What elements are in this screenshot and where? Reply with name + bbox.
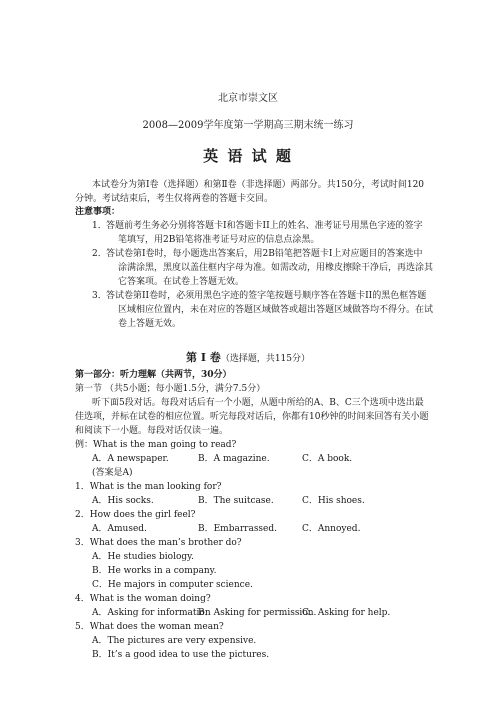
q1-option-a: A．His socks.: [92, 496, 154, 506]
note-line: 涂满涂黑，黑度以盖住框内字母为准。如需改动，用橡皮擦除干净后，再选涂其: [118, 263, 434, 273]
question-5: 5．What does the woman mean?: [75, 622, 224, 632]
note-line: 卷上答题无效。: [118, 319, 182, 329]
note-line: 它答案项。在试卷上答题无效。: [118, 277, 245, 287]
note-number: 1．: [92, 221, 107, 231]
example-option-c: C．A book.: [302, 454, 353, 464]
q2-option-a: A．Amused.: [92, 524, 147, 534]
q3-option-c: C．He majors in computer science.: [92, 580, 253, 590]
exam-term: 2008—2009学年度第一学期高三期末统一练习: [142, 120, 354, 131]
q5-option-a: A．The pictures are very expensive.: [92, 636, 257, 646]
question-4: 4．What is the woman doing?: [75, 594, 211, 604]
directions-line-2: 佳选项，并标在试卷的相应位置。听完每段对话后，你都有10秒钟的时间来回答有关小题: [75, 412, 429, 422]
q3-option-b: B．He works in a company.: [92, 566, 217, 576]
note-line: 区域相应位置内，未在对应的答题区域做答或超出答题区域做答均不得分。在试: [118, 305, 434, 315]
notes-heading: 注意事项：: [75, 207, 121, 217]
example-question: 例：What is the man going to read?: [75, 440, 237, 450]
q4-option-a: A．Asking for information: [92, 608, 211, 618]
section-subtitle: （选择题，共115分）: [220, 354, 310, 364]
part-one-heading: 第一部分：听力理解（共两节，30分）: [75, 370, 232, 380]
example-option-b: B．A magazine.: [198, 454, 270, 464]
intro-line-2: 分钟。考试结束后，考生仅将两卷的答题卡交回。: [75, 194, 274, 204]
note-line: 笔填写，用2B铅笔将准考证号对应的信息点涂黑。: [118, 235, 320, 245]
q4-option-b: B．Asking for permission.: [198, 608, 317, 618]
section-heading: [0, 346, 496, 365]
q2-option-c: C．Annoyed.: [302, 524, 361, 534]
intro-line-1: 本试卷分为第Ⅰ卷（选择题）和第Ⅱ卷（非选择题）两部分。共150分，考试时间120: [92, 180, 425, 190]
note-line: 答试卷第I卷时，每小题选出答案后，用2B铅笔把答题卡Ⅰ上对应题目的答案选中: [106, 249, 423, 259]
q5-option-b: B．It’s a good idea to use the pictures.: [92, 650, 270, 660]
note-line: 答试卷第II卷时，必须用黑色字迹的签字笔按题号顺序答在答题卡II的黑色框答题: [106, 291, 427, 301]
q2-option-b: B．Embarrassed.: [198, 524, 278, 534]
note-line: 答题前考生务必分别将答题卡I和答题卡II上的姓名、准考证号用黑色字迹的签字: [106, 221, 423, 231]
q1-option-b: B．The suitcase.: [198, 496, 274, 506]
section-title: 第 Ⅰ 卷: [186, 351, 221, 364]
question-1: 1．What is the man looking for?: [75, 482, 222, 492]
subsection-one-heading: 第一节 （共5小题；每小题1.5分，满分7.5分）: [75, 384, 266, 394]
question-3: 3．What does the man’s brother do?: [75, 538, 242, 548]
school-name: 北京市崇文区: [218, 93, 278, 104]
example-option-a: A．A newspaper.: [92, 454, 169, 464]
q4-option-c: C．Asking for help.: [302, 608, 391, 618]
q3-option-a: A．He studies biology.: [92, 552, 194, 562]
directions-line-1: 听下面5段对话。每段对话后有一个小题，从题中所给的A、B、C三个选项中选出最: [92, 398, 424, 408]
directions-line-3: 和阅读下一小题。每段对话仅读一遍。: [75, 426, 229, 436]
q1-option-c: C．His shoes.: [302, 496, 365, 506]
note-number: 3．: [92, 291, 107, 301]
exam-title: 英 语 试 题: [203, 147, 293, 165]
example-answer: (答案是A): [92, 468, 133, 478]
question-2: 2．How does the girl feel?: [75, 510, 196, 520]
note-number: 2．: [92, 249, 107, 259]
